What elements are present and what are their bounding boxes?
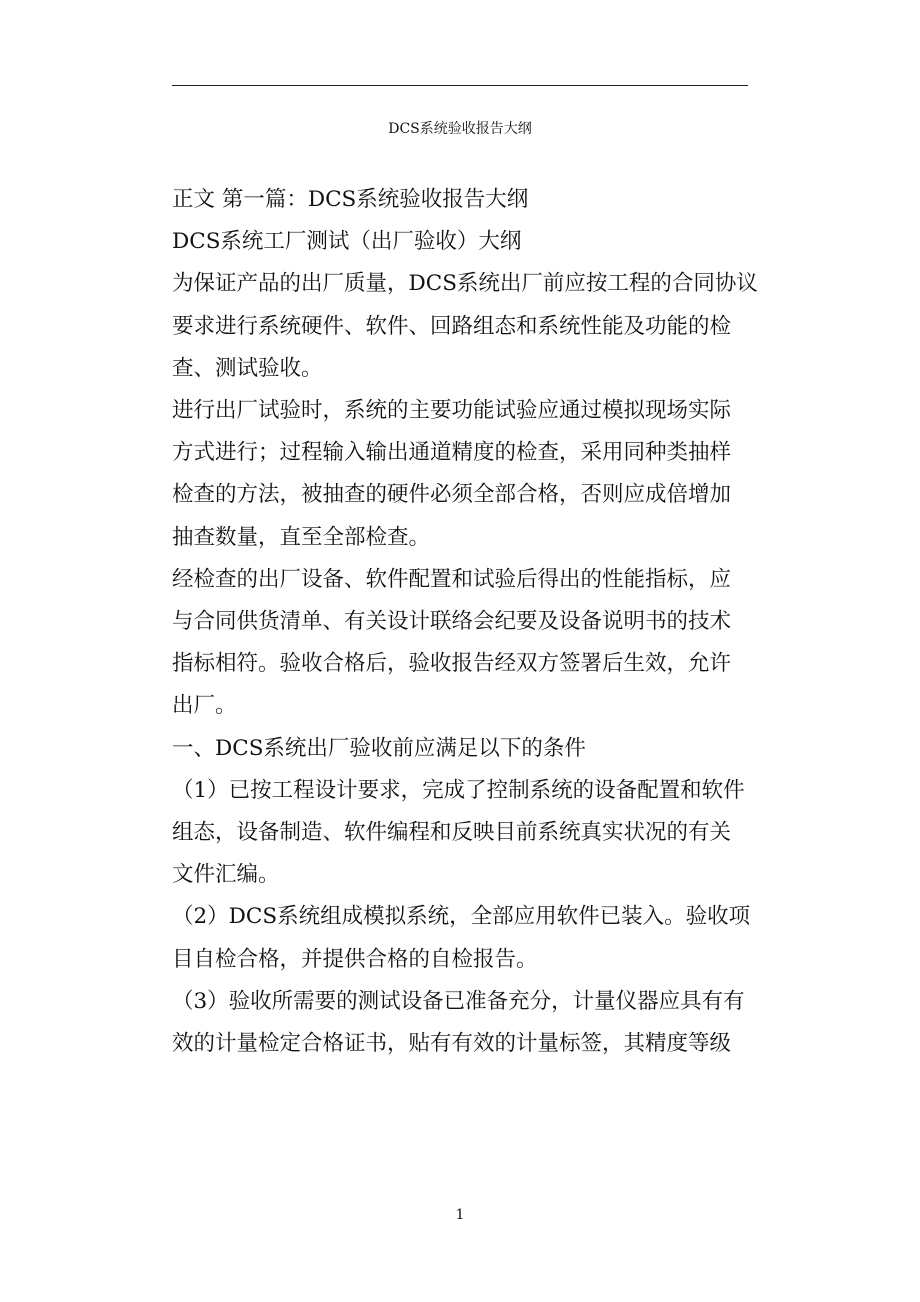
text-line: 与合同供货清单、有关设计联络会纪要及设备说明书的技术 (172, 609, 732, 635)
page-number: 1 (455, 1207, 465, 1223)
section-heading (172, 728, 752, 770)
text-line: 一、DCS系统出厂验收前应满足以下的条件 (172, 735, 586, 761)
text-line: 组态，设备制造、软件编程和反映目前系统真实状况的有关 (172, 820, 732, 846)
text-line: 要求进行系统硬件、软件、回路组态和系统性能及功能的检 (172, 313, 732, 339)
text-line: （3）验收所需要的测试设备已准备充分，计量仪器应具有有 (172, 988, 745, 1014)
text-line: 进行出厂试验时，系统的主要功能试验应通过模拟现场实际 (172, 398, 732, 424)
text-line: 经检查的出厂设备、软件配置和试验后得出的性能指标，应 (172, 566, 732, 592)
text-line: 目自检合格，并提供合格的自检报告。 (172, 946, 538, 972)
text-line: （2）DCS系统组成模拟系统，全部应用软件已装入。验收项 (172, 904, 751, 930)
paragraph-subtitle (172, 221, 752, 263)
text-line: DCS系统工厂测试（出厂验收）大纲 (172, 229, 522, 255)
paragraph-test-method (172, 390, 752, 559)
text-line: 效的计量检定合格证书，贴有有效的计量标签，其精度等级 (172, 1031, 732, 1057)
text-line: 为保证产品的出厂质量，DCS系统出厂前应按工程的合同协议 (172, 271, 758, 297)
text-line: 指标相符。验收合格后，验收报告经双方签署后生效，允许 (172, 651, 732, 677)
text-line: 正文 第一篇：DCS系统验收报告大纲 (172, 187, 529, 212)
text-line: 抽查数量，直至全部检查。 (172, 524, 431, 550)
condition-item-1 (172, 770, 752, 897)
document-body (172, 179, 758, 1065)
running-header: DCS系统验收报告大纲 (388, 121, 532, 137)
condition-item-3 (172, 981, 752, 1065)
text-line: 文件汇编。 (172, 862, 280, 888)
text-line: 方式进行；过程输入输出通道精度的检查，采用同种类抽样 (172, 440, 732, 466)
text-line: （1）已按工程设计要求，完成了控制系统的设备配置和软件 (172, 777, 745, 803)
condition-item-2 (172, 896, 752, 980)
paragraph-intro (172, 263, 758, 390)
text-line: 查、测试验收。 (172, 355, 323, 381)
text-line: 出厂。 (172, 693, 237, 719)
header-rule (172, 85, 748, 86)
paragraph-acceptance (172, 559, 752, 728)
paragraph-title (172, 179, 752, 221)
text-line: 检查的方法，被抽查的硬件必须全部合格，否则应成倍增加 (172, 482, 732, 508)
